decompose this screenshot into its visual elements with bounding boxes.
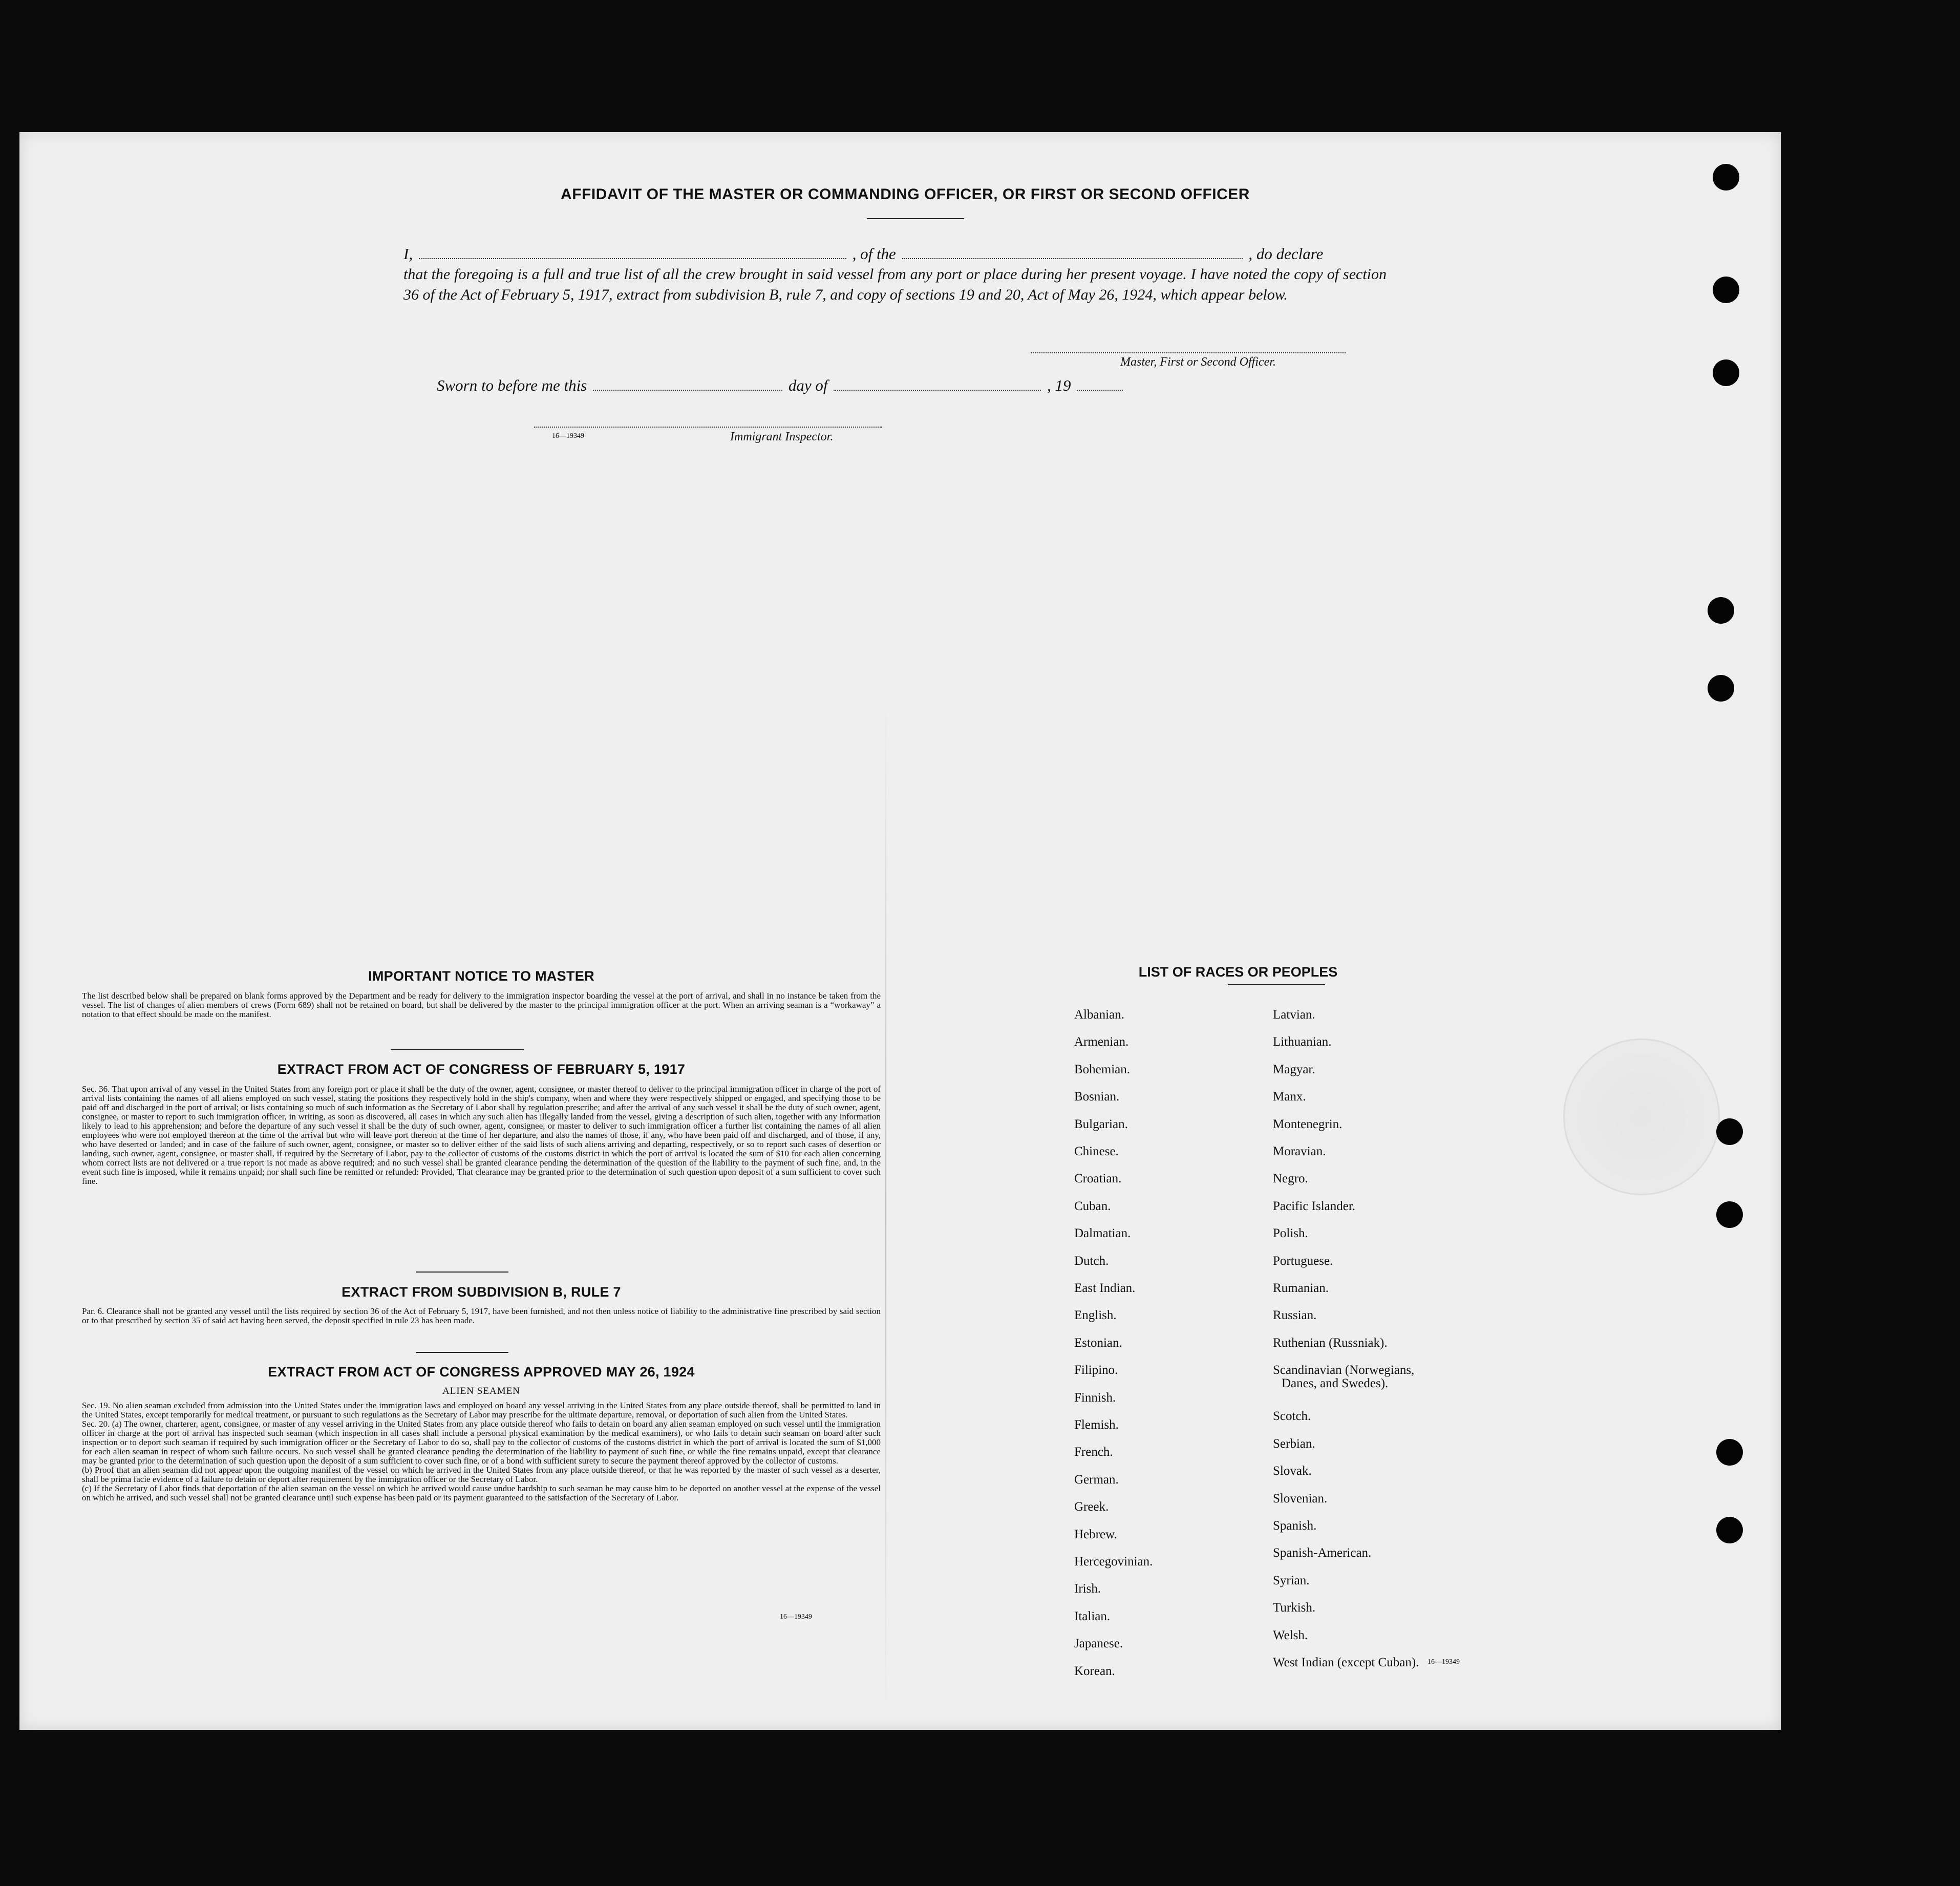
race-item: Slovenian. — [1273, 1491, 1328, 1506]
year-prefix: , 19 — [1047, 376, 1071, 394]
faint-seal-stamp — [1563, 1039, 1720, 1195]
vessel-field[interactable] — [902, 247, 1243, 259]
form-number: 16—19349 — [552, 432, 584, 440]
sworn-day-field[interactable] — [593, 378, 782, 391]
race-item: Finnish. — [1074, 1390, 1116, 1405]
race-item: Estonian. — [1074, 1336, 1122, 1350]
race-item: Cuban. — [1074, 1199, 1111, 1213]
inspector-signature-line[interactable] — [534, 427, 882, 428]
page-fold — [885, 695, 886, 1720]
race-item: Bulgarian. — [1074, 1117, 1128, 1131]
i-label: I, — [403, 245, 413, 263]
race-item: Chinese. — [1074, 1145, 1119, 1158]
sworn-label: Sworn to before me this — [437, 376, 587, 394]
extract-rule7-text: Par. 6. Clearance shall not be granted any vessel until the lists required by section 36 of the Act of February 5, 1917, have been furnished, and not then unless notice of liability to the administrative fine prescribed by said section or to that prescribed by section 35 of said act having been served, the deposit specified in rule 23 has been made. — [82, 1306, 881, 1325]
race-item: Turkish. — [1273, 1601, 1316, 1615]
race-item: Spanish-American. — [1273, 1546, 1372, 1560]
sworn-year-field[interactable] — [1077, 378, 1123, 391]
race-item: West Indian (except Cuban). — [1273, 1655, 1419, 1669]
race-item: Ruthenian (Russniak). — [1273, 1336, 1388, 1350]
race-item: German. — [1074, 1472, 1119, 1487]
extract-1917-title: EXTRACT FROM ACT OF CONGRESS OF FEBRUARY 5, 1917 — [277, 1062, 686, 1077]
notice-text: The list described below shall be prepared on blank forms approved by the Department and be ready for delivery to the immigration inspector boarding the vessel at the port of arrival, and shall in no instance be taken from the vessel. The list of changes of alien members of crews (Form 689) shall not be retained on board, but shall be delivered by the master to the principal immigration officer at the port. When an arriving seaman is a “workaway” a notation to that effect should be made on the manifest. — [82, 991, 881, 1019]
race-item: Polish. — [1273, 1226, 1308, 1241]
race-item: Montenegrin. — [1273, 1117, 1343, 1131]
inspector-caption: Immigrant Inspector. — [730, 430, 834, 443]
divider — [391, 1049, 524, 1050]
punch-hole — [1713, 277, 1739, 303]
race-item: Bohemian. — [1074, 1062, 1131, 1076]
race-item: Latvian. — [1273, 1008, 1315, 1022]
race-item: Negro. — [1273, 1172, 1308, 1186]
race-item: Flemish. — [1074, 1418, 1119, 1432]
sworn-line — [437, 375, 1154, 396]
sec20b: (b) Proof that an alien seaman did not appear upon the outgoing manifest of the vessel on which he arrived in the United States from any place outside thereof, or that he was reported by the master of such vessel as a deserter, shall be prima facie evidence of a failure to detain or deport after requirement by the immigration officer or the Secretary of Labor. — [82, 1465, 881, 1484]
name-field[interactable] — [419, 247, 846, 259]
punch-hole — [1716, 1517, 1743, 1543]
extract-rule7-title: EXTRACT FROM SUBDIVISION B, RULE 7 — [342, 1284, 621, 1300]
race-item: Armenian. — [1074, 1035, 1129, 1049]
race-item: French. — [1074, 1445, 1113, 1459]
race-item: Greek. — [1074, 1500, 1109, 1514]
sec19: Sec. 19. No alien seaman excluded from admission into the United States under the immigration laws and employed on board any vessel arriving in the United States from any place outside thereof, shall be permitted to land in the United States, except temporarily for medical treatment, or pursuant to such regulations as the Secretary of Labor may prescribe for the ultimate departure, removal, or deportation of such alien from the United States. — [82, 1401, 881, 1419]
divider — [416, 1352, 508, 1353]
sec19-text — [82, 1401, 881, 1502]
affidavit-declaration-line — [403, 244, 1387, 264]
punch-hole — [1713, 359, 1739, 386]
extract-1924-title: EXTRACT FROM ACT OF CONGRESS APPROVED MAY 26, 1924 — [268, 1364, 695, 1380]
race-item: Welsh. — [1273, 1628, 1308, 1642]
race-item: Croatian. — [1074, 1172, 1122, 1186]
race-item: Lithuanian. — [1273, 1035, 1332, 1049]
race-item: Scotch. — [1273, 1409, 1311, 1424]
master-caption: Master, First or Second Officer. — [1120, 355, 1276, 369]
race-item: Albanian. — [1074, 1008, 1124, 1022]
race-item: Syrian. — [1273, 1573, 1310, 1587]
race-item: Bosnian. — [1074, 1090, 1120, 1104]
race-item: English. — [1074, 1308, 1117, 1323]
of-the-label: , of the — [852, 245, 896, 263]
race-item: Hebrew. — [1074, 1527, 1117, 1541]
divider — [1228, 984, 1325, 985]
document-page — [19, 132, 1781, 1730]
race-item: Rumanian. — [1273, 1281, 1329, 1295]
day-of-label: day of — [788, 376, 828, 394]
notice-title: IMPORTANT NOTICE TO MASTER — [368, 968, 594, 984]
race-item: Serbian. — [1273, 1436, 1315, 1451]
race-item: Dutch. — [1074, 1254, 1109, 1268]
race-item: Filipino. — [1074, 1363, 1118, 1378]
race-item: Russian. — [1273, 1308, 1317, 1323]
race-item: Slovak. — [1273, 1464, 1312, 1478]
race-item: Japanese. — [1074, 1637, 1123, 1651]
race-item: Magyar. — [1273, 1062, 1315, 1076]
punch-hole — [1708, 675, 1734, 702]
race-item: Dalmatian. — [1074, 1226, 1131, 1241]
race-item: Italian. — [1074, 1609, 1111, 1623]
sec20a: Sec. 20. (a) The owner, charterer, agent, consignee, or master of any vessel arriving in the United States from any place outside thereof who fails to detain on board any alien seaman employed on such vessel until the immigration officer in charge at the port of arrival has inspected such seaman (which inspection in all cases shall include a personal physical examination by the medical examiners), or who fails to detain such seaman on board after such inspection or to deport such seaman if required by such immigration officer or the Secretary of Labor to do so, shall pay to the collector of customs of the customs district in which the port of arrival is located the sum of $1,000 for each alien seaman in respect of whom such failure occurs. No such vessel shall be granted clearance pending the determination of the liability to payment of such fine, or while the fine remains unpaid, except that clearance may be granted prior to the determination of such question upon the deposit of a sum sufficient to cover such fine, or of a bond with sufficient surety to secure the payment thereof approved by the collector of customs. — [82, 1419, 881, 1466]
affidavit-title: AFFIDAVIT OF THE MASTER OR COMMANDING OFFICER, OR FIRST OR SECOND OFFICER — [561, 186, 1250, 203]
race-item: Portuguese. — [1273, 1254, 1333, 1268]
extract-1917-text: Sec. 36. That upon arrival of any vessel in the United States from any foreign port or place it shall be the duty of the owner, agent, consignee, or master thereof to deliver to the principal immigration officer in charge of the port of arrival lists containing the names of all aliens employed on such vessel, stating the positions they respectively hold in the ship's company, when and where they were respectively shipped or engaged, and specifying those to be paid off and discharged in the port of arrival; or lists containing so much of such information as the Secretary of Labor shall by regulation prescribe; and after the arrival of any such vessel it shall be the duty of such owner, agent, consignee, or master to report to such immigration officer, in writing, as soon as discovered, all cases in which any such alien has illegally landed from the vessel, giving a description of such alien, together with any information likely to lead to his apprehension; and before the departure of any such vessel it shall be the duty of such owner, agent, consignee, or master to deliver to such immigration officer a further list containing the names of all alien employees who were not employed thereon at the time of the arrival but who will leave port thereon at the time of her departure, and also the names of those, if any, who have been paid off and discharged, and of those, if any, who have deserted or landed; and in case of the failure of such owner, agent, consignee, or master so to deliver either of the said lists of such aliens arriving and departing, respectively, or so to report such cases of desertion or landing, such owner, agent, consignee, or master shall, if required by the Secretary of Labor, pay to the collector of customs of the customs district in which the port of arrival is located the sum of $10 for each alien concerning whom correct lists are not delivered or a true report is not made as above required; and no such vessel shall be granted clearance pending the determination of the question of the liability to the payment of such fine, and, in the event such fine is imposed, while it remains unpaid; nor shall such fine be remitted or refunded: Provided, That clearance may be granted prior to the determination of such question upon deposit of a sum sufficient to cover such fine. — [82, 1084, 881, 1186]
master-signature-line[interactable] — [1031, 352, 1346, 353]
punch-hole — [1713, 164, 1739, 190]
punch-hole — [1708, 597, 1734, 624]
races-title: LIST OF RACES OR PEOPLES — [1138, 964, 1338, 980]
race-item: Irish. — [1074, 1582, 1101, 1596]
race-item: Scandinavian (Norwegians, — [1273, 1363, 1415, 1378]
race-item: Hercegovinian. — [1074, 1555, 1153, 1569]
punch-hole — [1716, 1118, 1743, 1145]
form-number-left: 16—19349 — [780, 1613, 812, 1621]
punch-hole — [1716, 1439, 1743, 1466]
sec20c: (c) If the Secretary of Labor finds that deportation of the alien seaman on the vessel on which he arrived would cause undue hardship to such seaman he may cause him to be deported on another vessel at the expense of the vessel on which he arrived, and such vessel shall not be granted clearance until such expense has been paid or its payment guaranteed to the satisfaction of the Secretary of Labor. — [82, 1484, 881, 1502]
race-item: Danes, and Swedes). — [1282, 1376, 1389, 1391]
punch-hole — [1716, 1201, 1743, 1228]
do-declare-label: , do declare — [1248, 245, 1324, 263]
alien-seamen-subtitle: ALIEN SEAMEN — [442, 1386, 520, 1396]
form-number-right: 16—19349 — [1428, 1658, 1460, 1666]
race-item: Korean. — [1074, 1664, 1115, 1678]
divider — [416, 1272, 508, 1273]
sworn-month-field[interactable] — [834, 378, 1041, 391]
race-item: Moravian. — [1273, 1145, 1326, 1158]
race-item: Pacific Islander. — [1273, 1199, 1356, 1213]
title-divider — [867, 218, 964, 219]
race-item: East Indian. — [1074, 1281, 1136, 1295]
race-item: Manx. — [1273, 1090, 1306, 1104]
race-item: Spanish. — [1273, 1518, 1317, 1533]
affidavit-statement: that the foregoing is a full and true list of all the crew brought in said vessel from any port or place during her present voyage. I have noted the copy of section 36 of the Act of February 5, 1917, extract from subdivision B, rule 7, and copy of sections 19 and 20, Act of May 26, 1924, which appear below. — [403, 266, 1387, 303]
